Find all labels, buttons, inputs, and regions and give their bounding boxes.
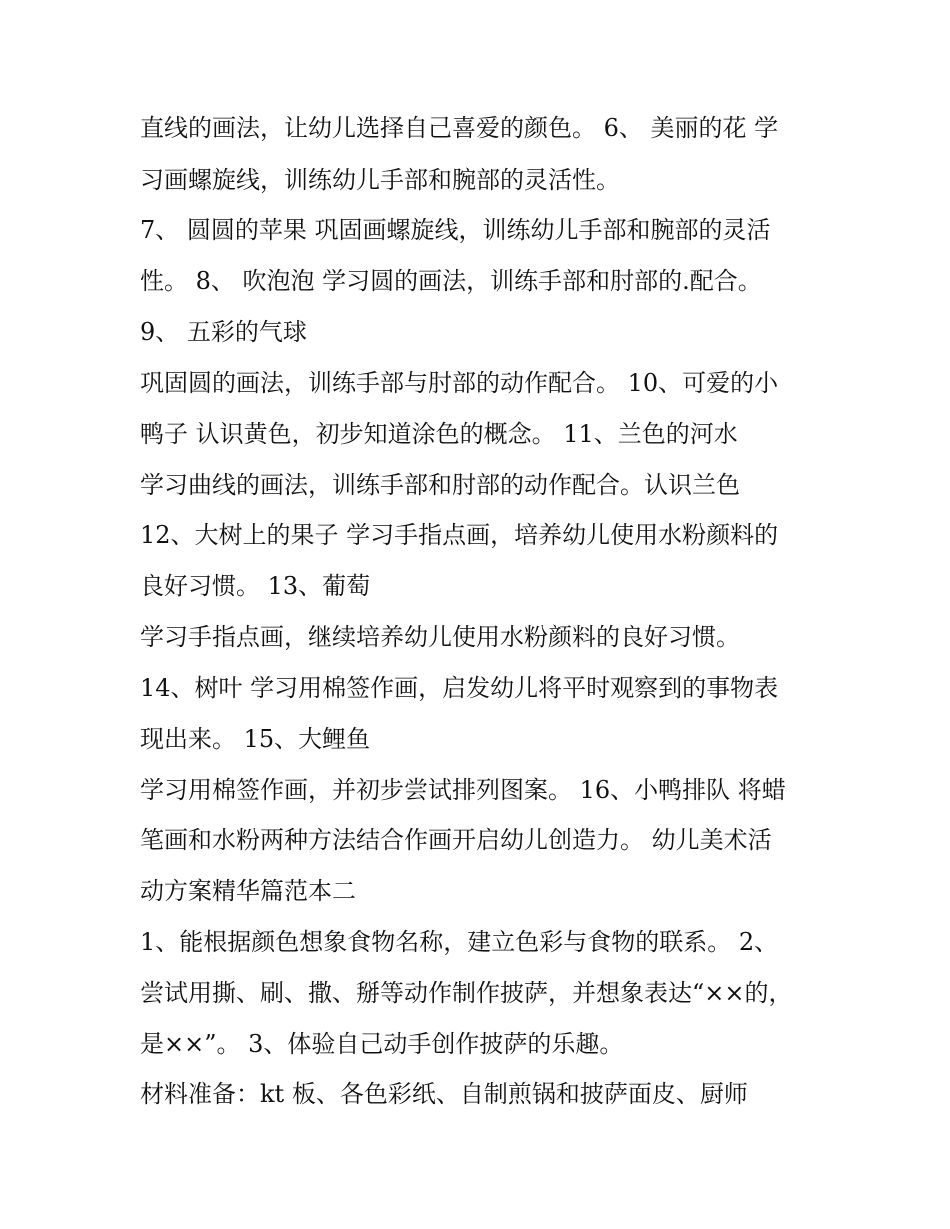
- text-line: 7、 圆圆的苹果 巩固画螺旋线，训练幼儿手部和腕部的灵活: [140, 216, 771, 244]
- text-line: 现出来。 15、大鲤鱼: [140, 725, 371, 753]
- text-line: 学习曲线的画法，训练手部和肘部的动作配合。认识兰色: [140, 471, 740, 499]
- text-line: 鸭子 认识黄色，初步知道涂色的概念。 11、兰色的河水: [140, 420, 738, 448]
- text-line: 学习用棉签作画，并初步尝试排列图案。 16、小鸭排队 将蜡: [140, 776, 786, 804]
- text-line: 性。 8、 吹泡泡 学习圆的画法，训练手部和肘部的.配合。: [140, 267, 762, 295]
- text-line: 良好习惯。 13、葡萄: [140, 572, 371, 600]
- text-line: 巩固圆的画法，训练手部与肘部的动作配合。 10、可爱的小: [140, 369, 779, 397]
- text-line: 材料准备：kt 板、各色彩纸、自制煎锅和披萨面皮、厨师: [140, 1080, 748, 1108]
- text-line: 尝试用撕、刷、撒、掰等动作制作披萨，并想象表达“××的，: [140, 979, 793, 1007]
- text-line: 12、大树上的果子 学习手指点画，培养幼儿使用水粉颜料的: [140, 521, 779, 549]
- text-line: 1、能根据颜色想象食物名称，建立色彩与食物的联系。 2、: [140, 928, 779, 956]
- text-line: 习画螺旋线，训练幼儿手部和腕部的灵活性。: [140, 166, 620, 194]
- text-line: 动方案精华篇范本二: [140, 877, 356, 905]
- text-line: 是××”。 3、体验自己动手创作披萨的乐趣。: [140, 1030, 624, 1058]
- text-line: 9、 五彩的气球: [140, 318, 307, 346]
- text-line: 14、树叶 学习用棉签作画，启发幼儿将平时观察到的事物表: [140, 674, 779, 702]
- text-line: 笔画和水粉两种方法结合作画开启幼儿创造力。 幼儿美术活: [140, 826, 772, 854]
- text-line: 直线的画法，让幼儿选择自己喜爱的颜色。 6、 美丽的花 学: [140, 114, 779, 142]
- text-line: 学习手指点画，继续培养幼儿使用水粉颜料的良好习惯。: [140, 623, 740, 651]
